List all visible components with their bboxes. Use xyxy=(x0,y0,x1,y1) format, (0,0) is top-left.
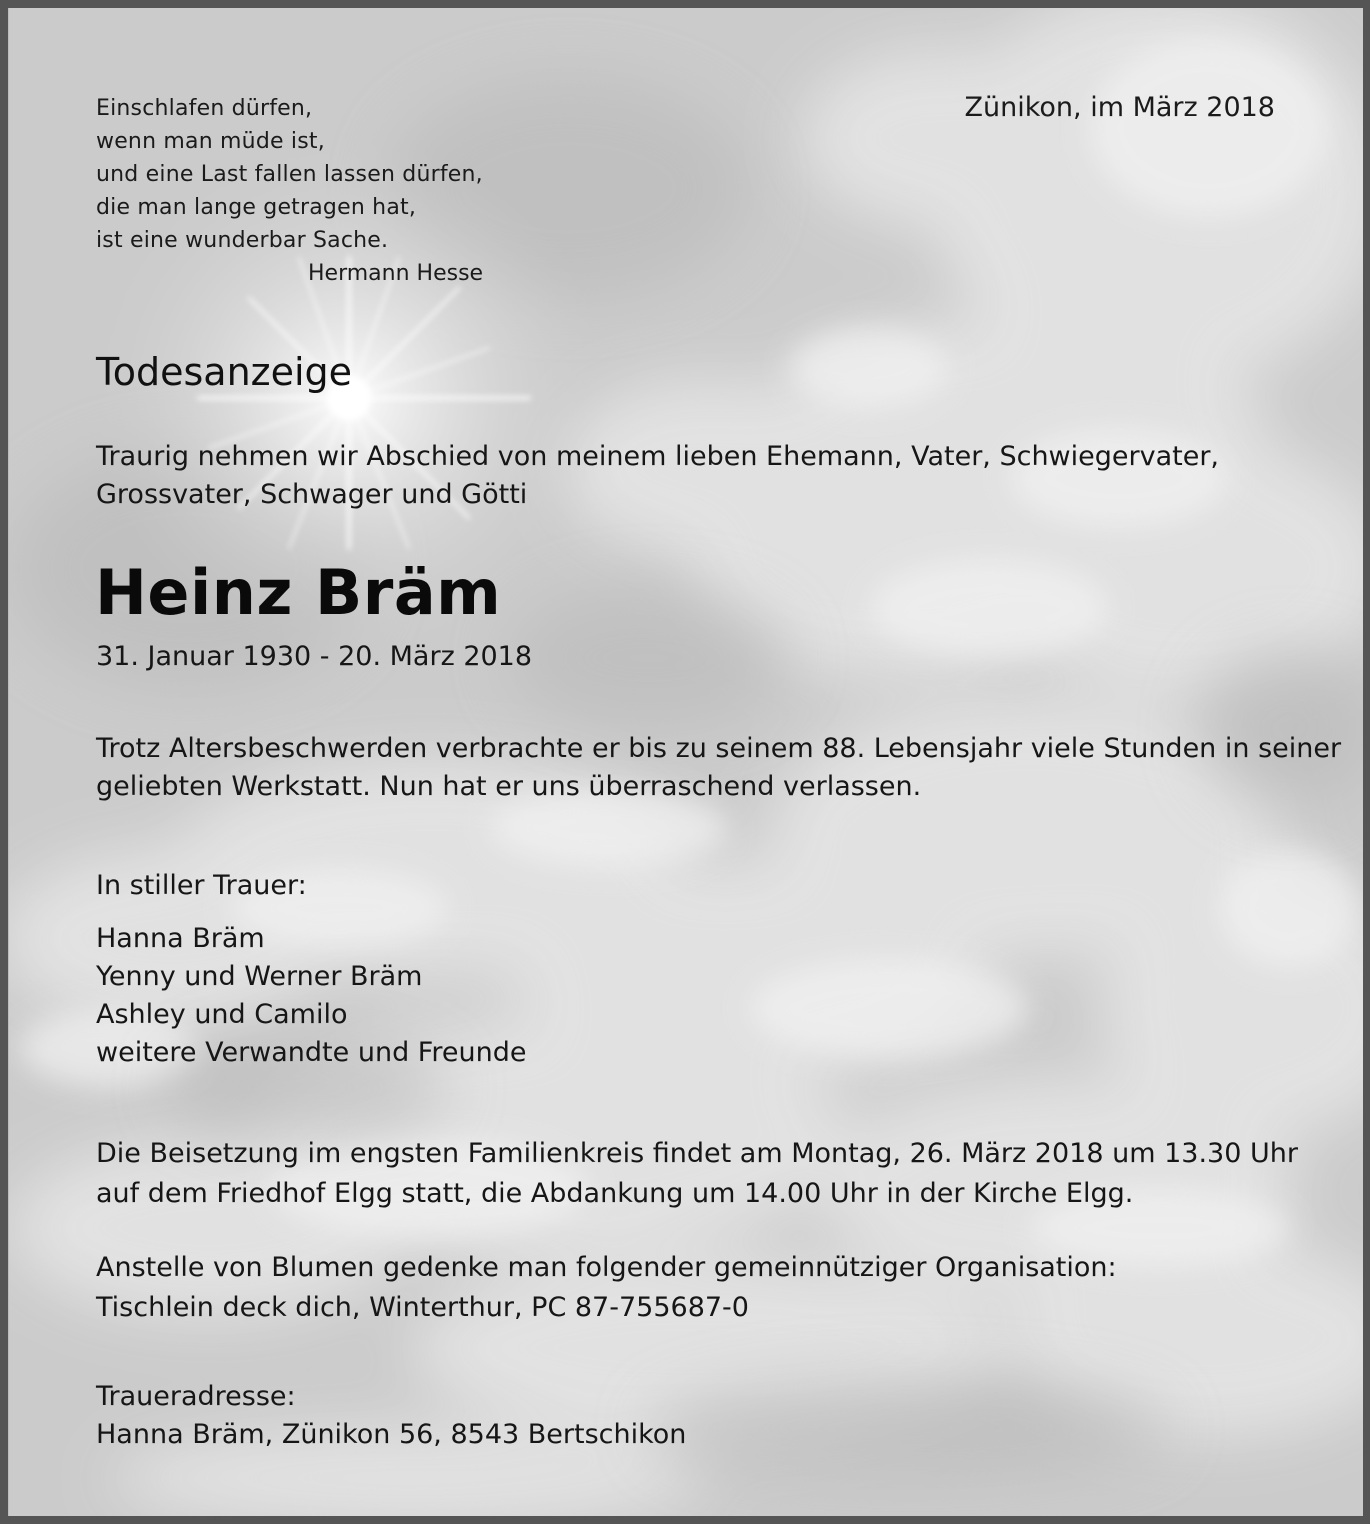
address-value: Hanna Bräm, Zünikon 56, 8543 Bertschikon xyxy=(96,1419,687,1450)
mourners-label: In stiller Trauer: xyxy=(96,870,307,901)
bio-line: Trotz Altersbeschwerden verbrachte er bis zu seinem 88. Lebensjahr viele Stunden in seiner xyxy=(96,733,1342,764)
poem-line: die man lange getragen hat, xyxy=(96,195,417,220)
bio-line: geliebten Werkstatt. Nun hat er uns überraschend verlassen. xyxy=(96,771,922,802)
donation-line: Tischlein deck dich, Winterthur, PC 87-755687-0 xyxy=(96,1292,749,1323)
intro-text xyxy=(96,438,1219,514)
address-label: Traueradresse: xyxy=(96,1381,296,1412)
poem-line: wenn man müde ist, xyxy=(96,129,325,154)
poem-line: Einschlafen dürfen, xyxy=(96,96,313,121)
life-dates: 31. Januar 1930 - 20. März 2018 xyxy=(96,641,533,672)
donation-line: Anstelle von Blumen gedenke man folgender gemeinnütziger Organisation: xyxy=(96,1252,1117,1283)
obituary-content xyxy=(9,8,1363,1516)
deceased-name: Heinz Bräm xyxy=(95,556,502,629)
funeral-info xyxy=(96,1134,1298,1214)
funeral-line: Die Beisetzung im engsten Familienkreis findet am Montag, 26. März 2018 um 13.30 Uhr xyxy=(96,1138,1298,1169)
mourners-list xyxy=(96,920,526,1072)
intro-line: Traurig nehmen wir Abschied von meinem lieben Ehemann, Vater, Schwiegervater, xyxy=(96,441,1220,472)
poem-line: und eine Last fallen lassen dürfen, xyxy=(96,162,483,187)
mourner-name: Yenny und Werner Bräm xyxy=(96,961,423,992)
place-date: Zünikon, im März 2018 xyxy=(964,92,1275,123)
mourning-address xyxy=(96,1378,686,1454)
poem xyxy=(96,92,483,257)
page-title: Todesanzeige xyxy=(96,350,353,394)
bio-text xyxy=(96,730,1341,806)
mourner-name: Hanna Bräm xyxy=(96,923,265,954)
mourner-name: Ashley und Camilo xyxy=(96,999,348,1030)
funeral-line: auf dem Friedhof Elgg statt, die Abdankung um 14.00 Uhr in der Kirche Elgg. xyxy=(96,1178,1134,1209)
poem-line: ist eine wunderbar Sache. xyxy=(96,228,389,253)
mourner-name: weitere Verwandte und Freunde xyxy=(96,1037,527,1068)
poem-author: Hermann Hesse xyxy=(308,261,484,286)
obituary-page xyxy=(8,8,1363,1516)
intro-line: Grossvater, Schwager und Götti xyxy=(96,479,528,510)
donation-info xyxy=(96,1248,1117,1328)
